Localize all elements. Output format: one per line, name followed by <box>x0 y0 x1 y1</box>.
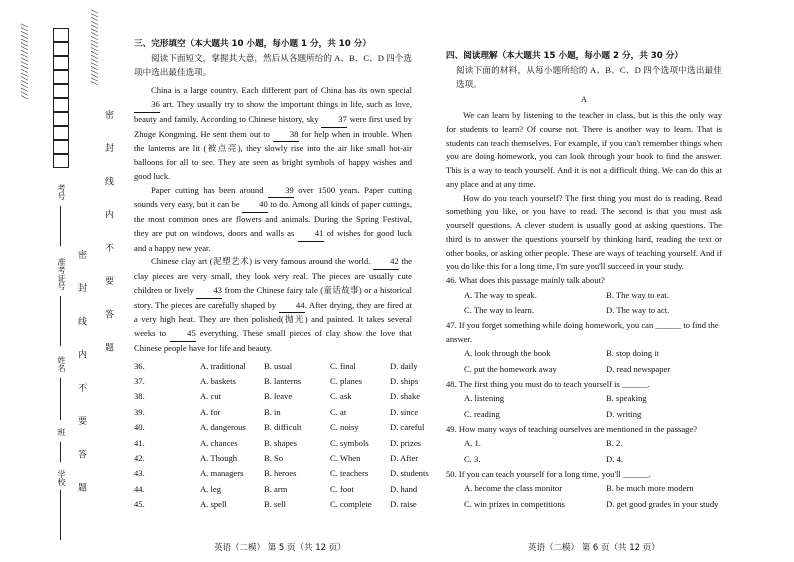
option-row: 39. A. for B. in C. at D. since <box>134 406 419 417</box>
passage-paragraph-1: We can learn by listening to the teacher in class, but is this the only way for students to learn? Of course not. There is another way to learn. That is students can teach themselves. For example, if you can't remember things when you are doing homework, you can look through your book to find the answer. This is a way to teach yourself. And it is not a difficult thing. We can do this at any place and at any time. <box>446 110 722 189</box>
school-line[interactable] <box>60 490 61 540</box>
blank-39: 39 <box>268 184 294 199</box>
blank-41: 41 <box>298 227 324 242</box>
seat-no-label: 准考证号 <box>57 258 66 290</box>
blank-44: 44 <box>279 299 305 314</box>
page-footer-right: 英语（二模） 第 6 页（共 12 页） <box>528 543 660 553</box>
section-title: 四、阅读理解（本大题共 15 小题，每小题 2 分，共 30 分） <box>446 51 683 61</box>
passage-paragraph-2: How do you teach yourself? The first thing you must do is reading. Read something you like, or you have to read. The second is that you must ask yourself questions. A clever student is usually good at asking questions. The third is to answer the questions yourself by thinking hard, reading the text or other books, or asking other people. These are ways of teaching yourself. And if you do like this for a long time, I'm sure you'll succeed in your study. <box>446 192 722 272</box>
question-48 <box>446 378 722 423</box>
blank-40: 40 <box>242 198 268 213</box>
binding-strip <box>0 0 118 562</box>
tear-line-right: //////////////////// <box>88 10 99 86</box>
option-a[interactable]: A. look through the book <box>464 348 551 359</box>
option-b[interactable]: B. speaking <box>606 393 647 404</box>
cloze-section <box>134 38 429 513</box>
blank-45: 45 <box>170 327 196 342</box>
exam-no-box[interactable] <box>53 28 69 42</box>
section-instruction: 阅读下面的材料，从每小题所给的 A、B、C、D 四个选项中选出最佳选项。 <box>456 64 722 89</box>
seat-no-line[interactable] <box>60 296 61 346</box>
blank-37: 37 <box>321 113 347 128</box>
question-stem: 47. If you forget something while doing homework, you can ______ to find the answer. <box>446 319 719 344</box>
question-47 <box>446 319 722 378</box>
option-b[interactable]: B. be much more modern <box>606 483 694 494</box>
cloze-paragraph-3: Chinese clay art (泥塑艺术) is very famous around the world. 42 the clay pieces are very small, they look very real. The pieces are usually cute children or lively 43 from the Chinese fairy tale (童话故事) or a historical story. The pieces are carefully shaped by 44. After drying, they are fired at a very high heat. They are then polished(抛光) and painted. It takes several weeks to 45 everything. These small pieces of clay show the love that Chinese people have for life and beauty. <box>134 256 412 353</box>
option-a[interactable]: A. The way to speak. <box>464 289 537 300</box>
question-stem: 48. The first thing you must do to teach yourself is ______. <box>446 378 650 389</box>
school-label: 学校 <box>57 470 66 486</box>
tear-line-left: //////////////////// <box>18 24 29 100</box>
exam-no-box[interactable] <box>53 70 69 84</box>
blank-38: 38 <box>273 128 299 143</box>
exam-no-box[interactable] <box>53 154 69 168</box>
class-label: 班 <box>57 428 66 436</box>
exam-no-box[interactable] <box>53 42 69 56</box>
class-line[interactable] <box>60 442 61 462</box>
exam-no-box[interactable] <box>53 98 69 112</box>
option-row: 43. A. managers B. heroes C. teachers D. students <box>134 468 429 479</box>
option-a[interactable]: A. become the class monitor <box>464 483 563 494</box>
name-label: 姓名 <box>57 356 66 372</box>
question-stem: 46. What does this passage mainly talk about? <box>446 275 605 285</box>
option-a[interactable]: A. listening <box>464 393 505 404</box>
exam-no-line <box>60 206 61 246</box>
option-b[interactable]: B. stop doing it <box>606 348 660 359</box>
question-50 <box>446 468 722 513</box>
option-row: 37. A. baskets B. lanterns C. planes D. ships <box>134 375 419 386</box>
cloze-paragraph-2: Paper cutting has been around 39 over 1500 years. Paper cutting sounds very easy, but it can be 40 to do. Among all kinds of paper cuttings, the most common ones are flowers and animals. During the Spring Festival, they are put on windows, doors and walls as 41 of wishes for good luck and a happy new year. <box>134 184 413 253</box>
option-d[interactable]: D. writing <box>606 408 642 419</box>
option-d[interactable]: D. get good grades in your study <box>606 498 719 509</box>
section-title: 三、完形填空（本大题共 10 小题，每小题 1 分，共 10 分） <box>134 39 371 49</box>
option-c[interactable]: C. put the homework away <box>464 364 557 375</box>
option-row: 45. A. spell B. sell C. complete D. raise <box>134 499 417 510</box>
option-row: 40. A. dangerous B. difficult C. noisy D. careful <box>134 422 425 433</box>
blank-43: 43 <box>196 284 222 299</box>
question-49 <box>446 423 722 468</box>
option-c[interactable]: C. The way to learn. <box>464 305 535 316</box>
seal-line-notice-inner: 密 封 线 内 不 要 答 题 <box>77 250 87 503</box>
question-46 <box>446 274 722 319</box>
option-row: 38. A. cut B. leave C. ask D. shake <box>134 391 421 402</box>
option-c[interactable]: C. 3. <box>464 453 481 464</box>
option-d[interactable]: D. The way to act. <box>606 305 670 316</box>
exam-no-box[interactable] <box>53 56 69 70</box>
exam-no-box[interactable] <box>53 84 69 98</box>
option-c[interactable]: C. reading <box>464 408 500 419</box>
option-a[interactable]: A. 1. <box>464 438 481 449</box>
blank-36: 36 <box>134 98 160 113</box>
option-row: 42. A. Though B. So C. When D. After <box>134 452 419 463</box>
option-row: 44. A. leg B. arm C. foot D. hand <box>134 483 418 494</box>
exam-no-label: 考号 <box>57 184 66 200</box>
option-row: 41. A. chances B. shapes C. symbols D. prizes <box>134 437 422 448</box>
question-stem: 50. If you can teach yourself for a long time, you'll ______. <box>446 468 651 479</box>
question-stem: 49. How many ways of teaching ourselves are mentioned in the passage? <box>446 423 698 434</box>
exam-no-box[interactable] <box>53 140 69 154</box>
name-line[interactable] <box>60 378 61 420</box>
option-d[interactable]: D. 4. <box>606 453 623 464</box>
option-b[interactable]: B. 2. <box>606 438 623 449</box>
option-b[interactable]: B. The way to eat. <box>606 289 669 300</box>
cloze-options <box>134 359 429 513</box>
reading-section <box>446 50 722 512</box>
section-instruction: 阅读下面短文，掌握其大意，然后从各题所给的 A、B、C、D 四个选项中选出最佳选项。 <box>134 52 412 77</box>
option-row: 36. A. traditional B. usual C. final D. daily <box>134 360 418 371</box>
exam-no-box[interactable] <box>53 126 69 140</box>
page-footer-left: 英语（二模） 第 5 页（共 12 页） <box>214 543 346 553</box>
option-c[interactable]: C. win prizes in competitions <box>464 498 565 509</box>
cloze-paragraph-1: China is a large country. Each different part of China has its own special 36 art. They usually try to show the important things in life, such as love, beauty and family. According to Chinese history, sky 37 were first used by Zhuge Kongming. He sent them out to 38 for help when in trouble. When the lanterns are lit (被点亮), they slowly rise into the air like small hot-air balloons for all to see. They are seen as bright symbols of happy wishes and good luck. <box>134 85 413 181</box>
seal-line-notice: 密 封 线 内 不 要 答 题 <box>104 110 114 363</box>
passage-label: A <box>580 94 588 105</box>
exam-no-box[interactable] <box>53 112 69 126</box>
blank-42: 42 <box>373 255 399 270</box>
option-d[interactable]: D. read newspaper <box>606 364 671 375</box>
